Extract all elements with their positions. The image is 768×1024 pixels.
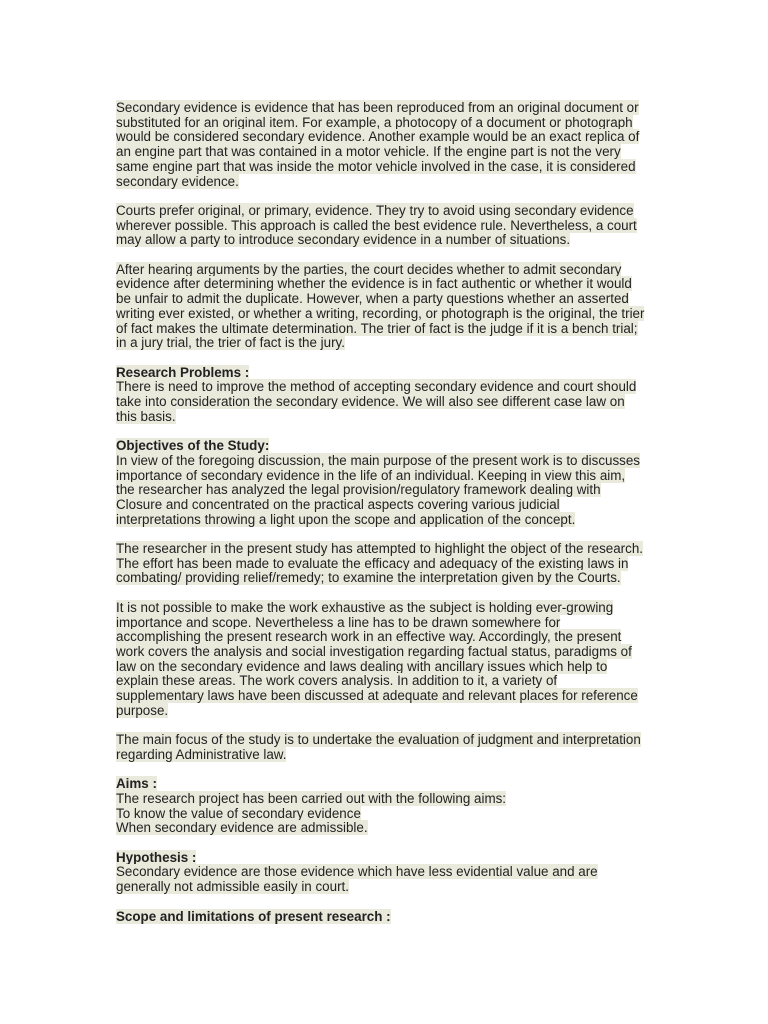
text-line: regarding Administrative law. [116, 746, 287, 762]
text-line: supplementary laws have been discussed at adequate and relevant places for reference [116, 688, 638, 704]
text-line: same engine part that was inside the motor vehicle involved in the case, it is considered [116, 158, 636, 174]
text-line: wherever possible. This approach is called the best evidence rule. Nevertheless, a court [116, 217, 637, 233]
text-line: take into consideration the secondary evidence. We will also see different case law on [116, 394, 625, 410]
text-line: would be considered secondary evidence. Another example would be an exact replica of [116, 129, 640, 145]
text-line: writing ever existed, or whether a writing, recording, or photograph is the original, the trier [116, 305, 645, 321]
section-heading: Objectives of the Study: [116, 438, 270, 454]
text-line: importance and scope. Nevertheless a line has to be drawn somewhere for [116, 614, 561, 630]
text-line: work covers the analysis and social investigation regarding factual status, paradigms of [116, 643, 632, 659]
text-line: purpose. [116, 702, 169, 718]
text-line: Secondary evidence is evidence that has been reproduced from an original document or [116, 100, 639, 115]
text-line: The effort has been made to evaluate the efficacy and adequacy of the existing laws in [116, 555, 629, 571]
paragraph-court-admission [116, 263, 656, 351]
text-line: secondary evidence. [116, 173, 239, 189]
text-line: To know the value of secondary evidence [116, 805, 361, 821]
section-heading: Research Problems : [116, 364, 250, 380]
paragraph-secondary-evidence-definition [116, 101, 656, 189]
paragraph-main-focus [116, 733, 656, 762]
text-line: of fact makes the ultimate determination. The trier of fact is the judge if it is a bench trial; [116, 320, 638, 336]
text-line: When secondary evidence are admissible. [116, 820, 368, 836]
text-line: this basis. [116, 408, 176, 424]
section-heading: Hypothesis : [116, 849, 197, 865]
text-line: an engine part that was contained in a motor vehicle. If the engine part is not the very [116, 144, 621, 160]
text-line: There is need to improve the method of accepting secondary evidence and court should [116, 379, 637, 395]
text-line: law on the secondary evidence and laws dealing with ancillary issues which help to [116, 658, 608, 674]
section-heading: Scope and limitations of present research : [116, 908, 391, 924]
text-line: substituted for an original item. For example, a photocopy of a document or photograph [116, 114, 633, 130]
text-line: may allow a party to introduce secondary evidence in a number of situations. [116, 232, 571, 248]
text-line: explain these areas. The work covers analysis. In addition to it, a variety of [116, 673, 558, 689]
text-line: the researcher has analyzed the legal provision/regulatory framework dealing with [116, 482, 601, 498]
text-line: importance of secondary evidence in the life of an individual. Keeping in view this aim, [116, 467, 626, 483]
text-line: be unfair to admit the duplicate. However, when a party questions whether an asserted [116, 291, 629, 307]
text-line: combating/ providing relief/remedy; to examine the interpretation given by the Courts. [116, 570, 621, 586]
text-line: in a jury trial, the trier of fact is the jury. [116, 335, 345, 351]
text-line: evidence after determining whether the evidence is in fact authentic or whether it would [116, 276, 632, 292]
section-scope-limitations [116, 910, 656, 925]
section-aims [116, 777, 656, 836]
section-hypothesis [116, 851, 656, 895]
text-line: interpretations throwing a light upon the scope and application of the concept. [116, 511, 576, 527]
text-line: In view of the foregoing discussion, the main purpose of the present work is to discusses [116, 452, 641, 468]
paragraph-research-object [116, 542, 656, 586]
text-line: generally not admissible easily in court. [116, 879, 349, 895]
document-page [116, 101, 656, 939]
text-line: The research project has been carried out with the following aims: [116, 790, 507, 806]
text-line: Secondary evidence are those evidence which have less evidential value and are [116, 864, 598, 880]
text-line: accomplishing the present research work in an effective way. Accordingly, the present [116, 629, 622, 645]
text-line: Courts prefer original, or primary, evidence. They try to avoid using secondary evidence [116, 202, 634, 218]
text-line: It is not possible to make the work exhaustive as the subject is holding ever-growing [116, 599, 614, 615]
text-line: The main focus of the study is to undertake the evaluation of judgment and interpretation [116, 732, 641, 748]
text-line: Closure and concentrated on the practical aspects covering various judicial [116, 496, 560, 512]
text-line: After hearing arguments by the parties, the court decides whether to admit secondary [116, 261, 622, 277]
text-line: The researcher in the present study has attempted to highlight the object of the research. [116, 541, 644, 557]
paragraph-research-scope [116, 601, 656, 719]
section-research-problems [116, 366, 656, 425]
paragraph-best-evidence-rule [116, 204, 656, 248]
section-heading: Aims : [116, 776, 157, 792]
section-objectives [116, 439, 656, 527]
